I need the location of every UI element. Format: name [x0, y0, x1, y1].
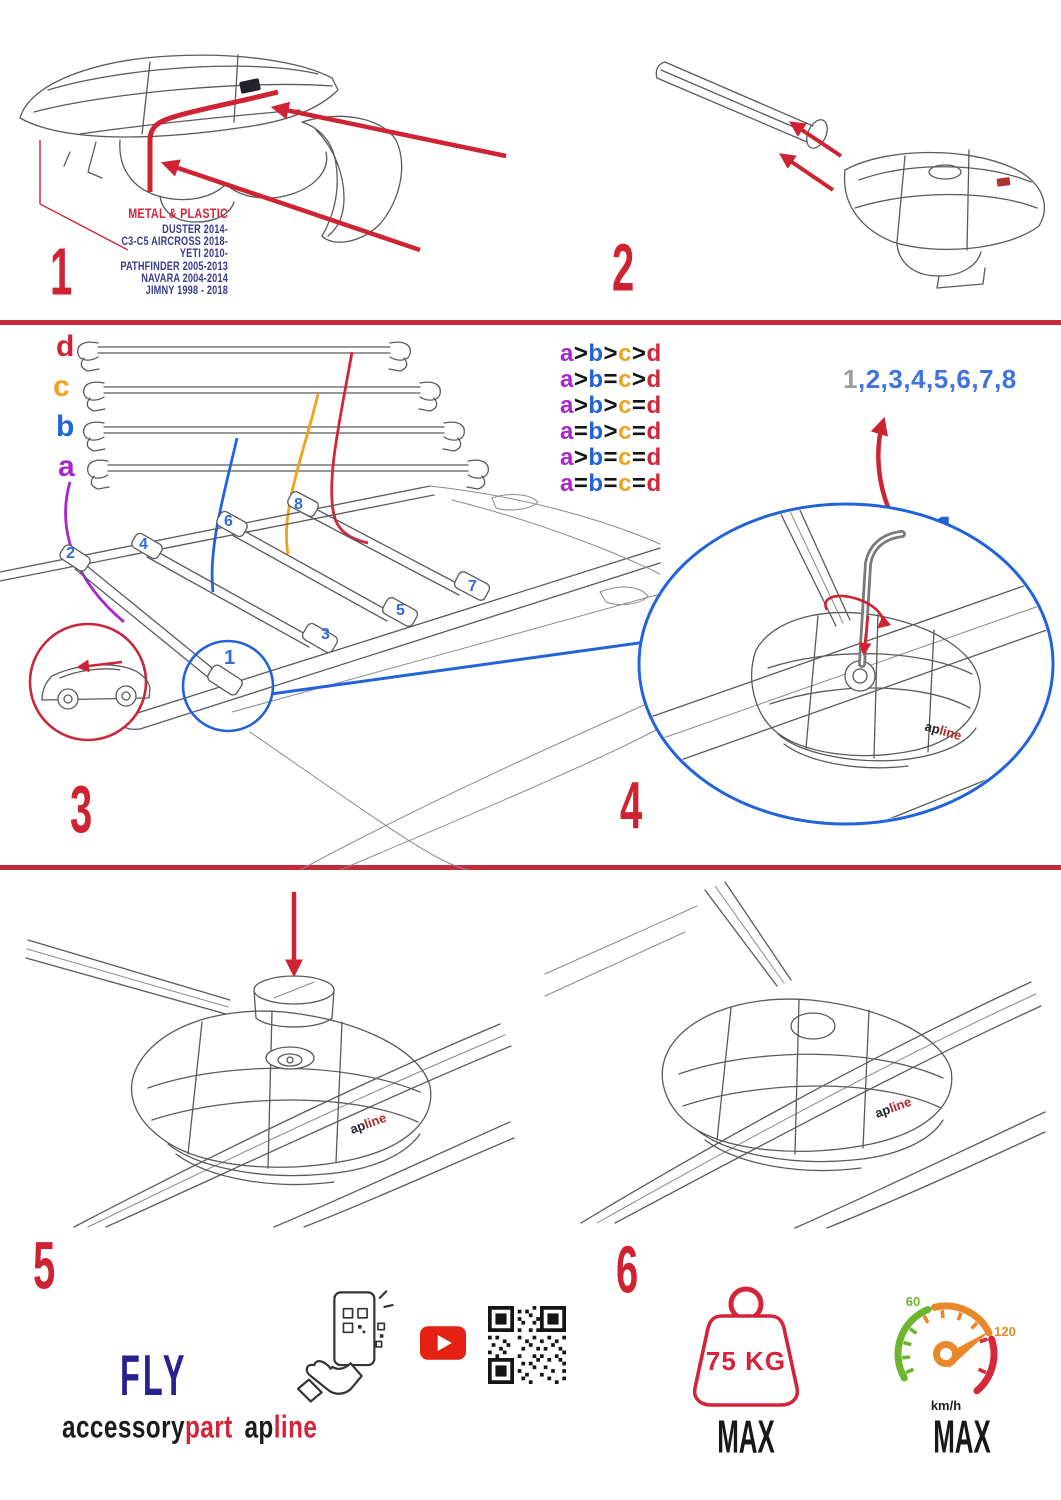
model-item: JIMNY 1998 - 2018: [145, 285, 228, 298]
model-item: NAVARA 2004-2014: [141, 272, 228, 285]
length-formula: a=b=c=d: [560, 470, 662, 497]
cover-edge-highlight: [150, 92, 278, 192]
insert-arrow: [276, 108, 506, 156]
scan-qr-phone-icon: [298, 1288, 398, 1404]
material-label: METAL & PLASTIC: [128, 206, 228, 221]
position-number-6: 6: [224, 513, 233, 530]
apline-logo: apline: [872, 1093, 914, 1121]
weight-limit-value: 75 KG: [705, 1346, 787, 1376]
brand-fly: FLY: [120, 1344, 188, 1408]
length-formula: a>b>c=d: [560, 392, 662, 419]
position-number-8: 8: [294, 496, 303, 513]
length-formula: a=b>c=d: [560, 418, 662, 445]
finished-foot-drawing: [545, 878, 1045, 1228]
step-number-6: 6: [616, 1231, 639, 1308]
tightening-sequence: [843, 364, 1017, 395]
length-formula: a>b>c>d: [560, 340, 662, 367]
bar-label-a: a: [58, 450, 75, 483]
speed-max-label: MAX: [933, 1410, 991, 1463]
model-item: DUSTER 2014-: [162, 224, 228, 236]
brand-ap: ap: [244, 1409, 274, 1445]
model-item: PATHFINDER 2005-2013: [120, 260, 228, 273]
brand-part: part: [184, 1409, 233, 1445]
brand-line: line: [273, 1409, 318, 1445]
vehicle-direction-inset: [30, 624, 150, 740]
length-formula: a>b=c=d: [560, 444, 662, 471]
model-item: C3-C5 AIRCROSS 2018-: [121, 236, 228, 249]
insert-arrow: [793, 124, 841, 156]
brand-accessory: accessory: [62, 1409, 185, 1445]
apline-logo-patch: [239, 78, 261, 94]
foot-cover-assembly-drawing: [0, 28, 530, 318]
apline-logo-patch: [997, 177, 1011, 187]
bar-label-d: d: [56, 330, 75, 363]
position-number-4: 4: [139, 536, 148, 553]
brand-tagline: [62, 1409, 318, 1445]
model-item: YETI 2010-: [179, 248, 228, 261]
sequence-first-number: 1: [843, 364, 858, 394]
foot-tightening-zoom-drawing: [628, 468, 1061, 870]
cover-cap: [254, 976, 334, 1027]
speed-unit-label: km/h: [930, 1398, 962, 1413]
speed-60-label: 60: [905, 1294, 921, 1309]
youtube-icon: [420, 1326, 466, 1360]
cap-press-drawing: [22, 882, 514, 1227]
qr-code-icon: [488, 1306, 566, 1384]
weight-max-label: MAX: [717, 1410, 775, 1463]
position-number-3: 3: [321, 626, 330, 643]
position-number-1: 1: [224, 647, 236, 669]
apline-logo: apline: [923, 718, 964, 744]
roof-mounting-drawing: [0, 470, 660, 870]
step-number-3: 3: [70, 771, 93, 848]
insert-arrow: [783, 156, 833, 190]
position-number-2: 2: [66, 545, 75, 562]
position-number-7: 7: [468, 578, 477, 595]
step-number-2: 2: [612, 229, 635, 306]
speedometer-icon: [883, 1292, 1023, 1417]
section-divider: [0, 320, 1061, 325]
weight-max-icon: [676, 1284, 816, 1414]
crossbar-end-assembly-drawing: [545, 30, 1061, 315]
step-number-5: 5: [33, 1227, 56, 1304]
bar-label-b: b: [56, 410, 75, 443]
position-number-5: 5: [396, 602, 405, 619]
speed-120-label: 120: [994, 1324, 1016, 1339]
bar-label-c: c: [53, 370, 70, 403]
step-number-4: 4: [620, 767, 643, 844]
length-formula: a>b=c>d: [560, 366, 662, 393]
apline-logo: apline: [347, 1109, 389, 1137]
step-number-1: 1: [50, 233, 73, 310]
sequence-rest: ,2,3,4,5,6,7,8: [857, 364, 1017, 394]
vehicle-compatibility-list: [94, 206, 228, 297]
